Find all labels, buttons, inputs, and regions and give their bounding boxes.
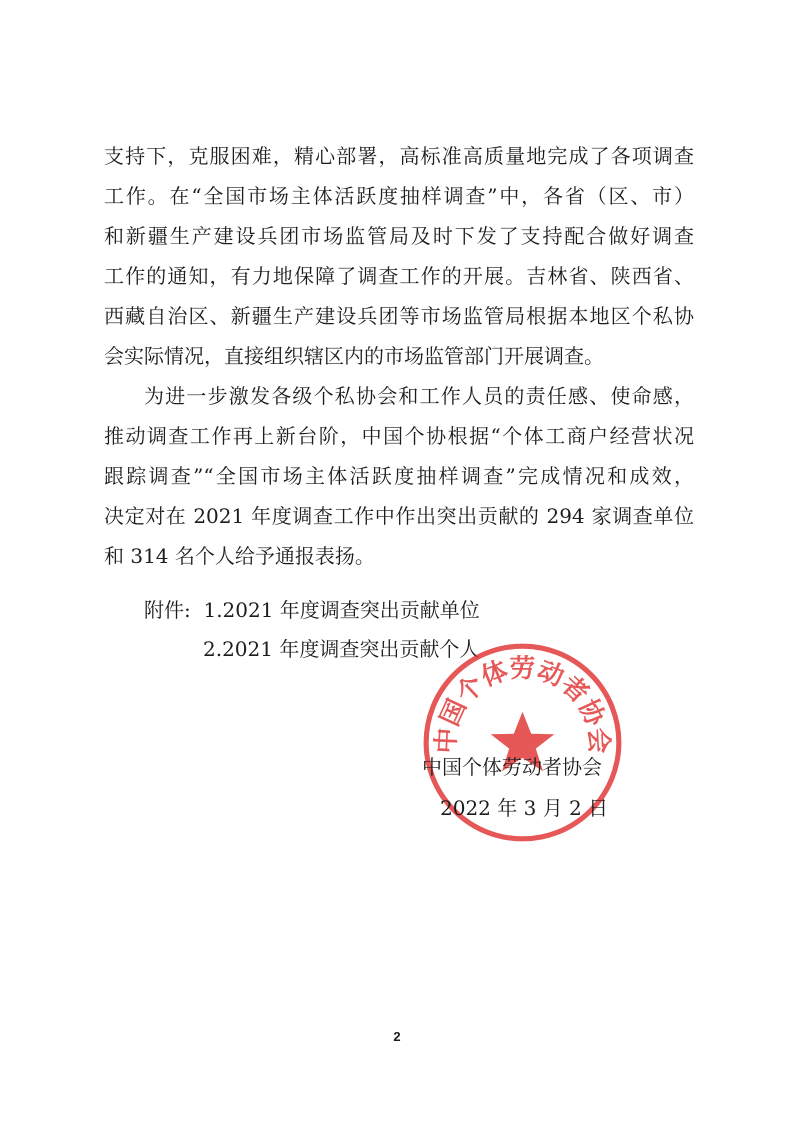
body-line: 会实际情况，直接组织辖区内的市场监管部门开展调查。 <box>104 344 604 368</box>
page-number: 2 <box>393 1029 401 1044</box>
body-line: 支持下，克服困难，精心部署，高标准高质量地完成了各项调查 <box>104 144 694 168</box>
seal-text: 中国个体劳动者协会 <box>431 653 614 755</box>
body-line: 和 314 名个人给予通报表扬。 <box>104 544 375 568</box>
signature-date: 2022 年 3 月 2 日 <box>440 796 609 820</box>
attachment-item: 1.2021 年度调查突出贡献单位 <box>203 598 480 622</box>
attachment-label: 附件: <box>144 598 191 622</box>
body-line: 决定对在 2021 年度调查工作中作出突出贡献的 294 家调查单位 <box>104 504 694 528</box>
body-line: 和新疆生产建设兵团市场监管局及时下发了支持配合做好调查 <box>104 224 694 248</box>
signature-org: 中国个体劳动者协会 <box>422 755 602 779</box>
body-line: 工作的通知，有力地保障了调查工作的开展。吉林省、陕西省、 <box>104 264 694 288</box>
body-line: 为进一步激发各级个私协会和工作人员的责任感、使命感， <box>144 384 694 408</box>
body-line: 推动调查工作再上新台阶，中国个协根据“个体工商户经营状况 <box>104 424 694 448</box>
body-line: 工作。在“全国市场主体活跃度抽样调查”中，各省（区、市） <box>104 184 694 208</box>
body-line: 西藏自治区、新疆生产建设兵团等市场监管局根据本地区个私协 <box>104 304 694 328</box>
body-line: 跟踪调查”“全国市场主体活跃度抽样调查”完成情况和成效， <box>104 464 694 488</box>
attachment-line-1 <box>144 595 480 625</box>
attachment-item: 2.2021 年度调查突出贡献个人 <box>203 637 480 661</box>
